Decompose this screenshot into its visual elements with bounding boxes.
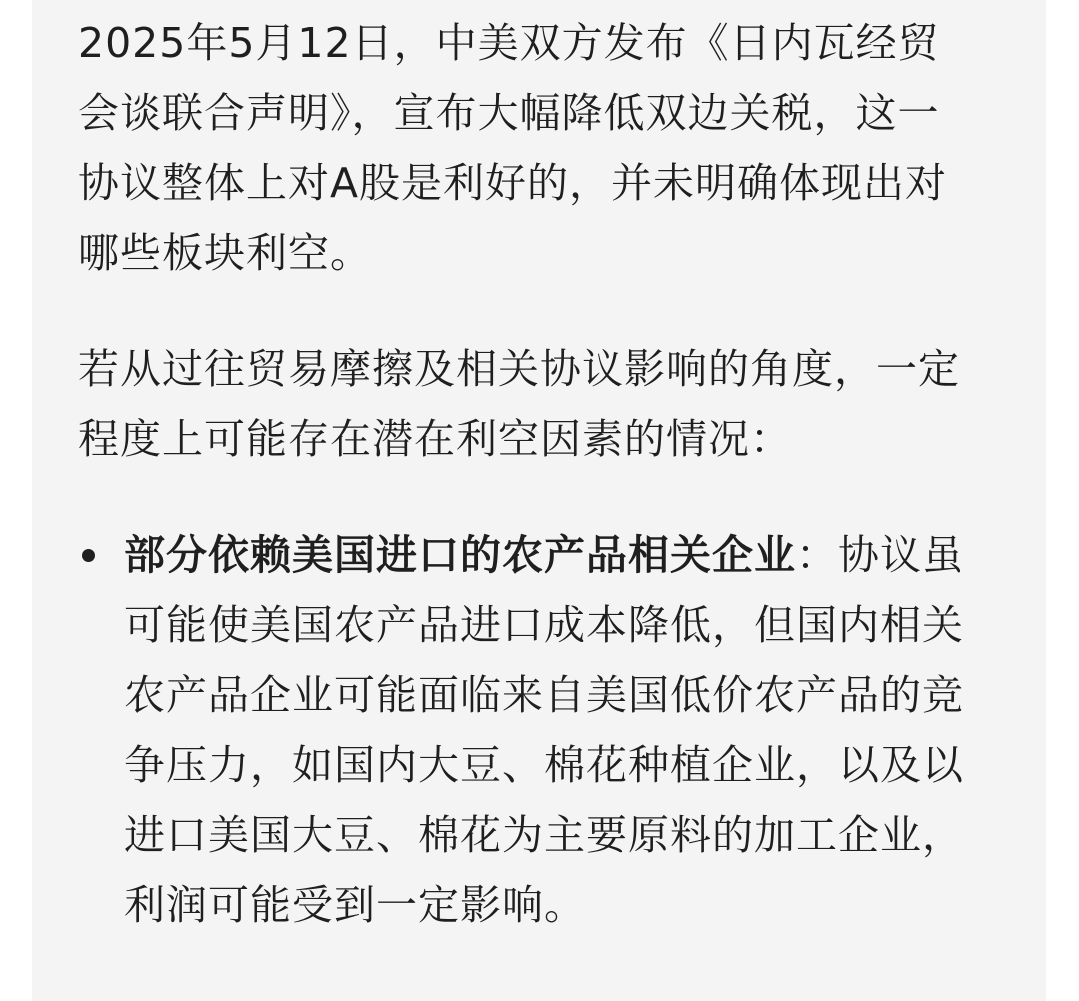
list-item xyxy=(78,520,978,940)
answer-content xyxy=(78,8,978,940)
paragraph-lead-in: 若从过往贸易摩擦及相关协议影响的角度，一定程度上可能存在潜在利空因素的情况： xyxy=(78,345,960,463)
bullet-text: ：协议虽可能使美国农产品进口成本降低，但国内相关农产品企业可能面临来自美国低价农产品的竞争压力，如国内大豆、棉花种植企业，以及以进口美国大豆、棉花为主要原料的加工企业，利润可能受到一定影响。 xyxy=(124,531,964,929)
bullet-dot-icon xyxy=(82,549,95,562)
bullet-list xyxy=(78,520,978,940)
bullet-title: 部分依赖美国进口的农产品相关企业 xyxy=(124,531,796,579)
paragraph-intro: 2025年5月12日，中美双方发布《日内瓦经贸会谈联合声明》，宣布大幅降低双边关税，这一协议整体上对A股是利好的，并未明确体现出对哪些板块利空。 xyxy=(78,19,948,277)
